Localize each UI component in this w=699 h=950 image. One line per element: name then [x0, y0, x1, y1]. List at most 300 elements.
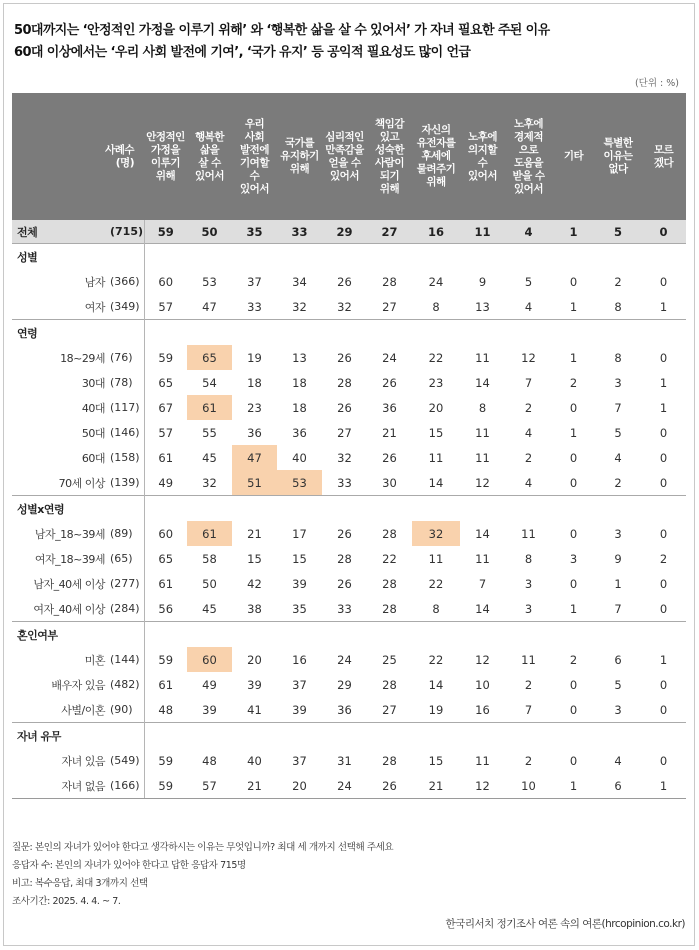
highlighted-value-cell: 65	[187, 345, 232, 370]
value-cell: 1	[659, 375, 668, 390]
value-cell: 50	[202, 576, 217, 591]
value-cell: 4	[614, 450, 622, 465]
value-cell: 15	[292, 551, 307, 566]
value-cell: 0	[659, 576, 668, 591]
group-spacer	[144, 244, 187, 270]
group-spacer	[412, 622, 460, 648]
row-sample-size: (139)	[108, 470, 144, 496]
value-cell: 28	[382, 526, 397, 541]
table-body	[12, 220, 686, 799]
header-c7-text: 자신의 유전자를 후세에 물려주기 위해	[416, 124, 456, 188]
value-cell: 1	[569, 601, 578, 616]
row-sample-size: (89)	[108, 521, 144, 546]
row-label: 자녀 있음	[61, 754, 105, 768]
value-cell: 14	[428, 475, 444, 490]
header-c12-text: 모르 겠다	[653, 143, 674, 169]
value-cell: 0	[659, 677, 668, 692]
value-cell: 37	[247, 274, 262, 289]
group-spacer	[187, 496, 232, 522]
value-cell: 26	[337, 400, 352, 415]
group-header-row	[12, 723, 686, 749]
value-cell: 32	[292, 299, 307, 314]
header-n-text: 사례수 (명)	[105, 143, 134, 169]
value-cell: 0	[569, 475, 578, 490]
group-spacer	[595, 244, 641, 270]
header-c1	[144, 93, 187, 220]
header-c8-text: 노후에 의지할 수 있어서	[468, 130, 497, 182]
title-line-1: 50대까지는 ‘안정적인 가정을 이루기 위해’ 와 ‘행복한 삶을 살 수 있어서’ 가 자녀 필요한 주된 이유	[14, 23, 550, 38]
value-cell: 24	[337, 652, 352, 667]
group-spacer	[412, 723, 460, 749]
row-sample-size: (76)	[108, 345, 144, 370]
value-cell: 67	[158, 400, 174, 415]
value-cell: 13	[292, 350, 307, 365]
value-cell: 17	[292, 526, 307, 541]
group-spacer	[367, 723, 412, 749]
group-label: 성별x연령	[12, 496, 108, 522]
value-cell: 10	[505, 773, 552, 799]
group-spacer	[460, 320, 505, 346]
header-c4	[277, 93, 322, 220]
header-c10	[552, 93, 595, 220]
group-label: 성별	[12, 244, 108, 270]
group-spacer	[367, 622, 412, 648]
table-row	[12, 697, 686, 723]
note-question: 질문: 본인의 자녀가 있어야 한다고 생각하시는 이유는 무엇입니까? 최대 세 개까지 선택해 주세요	[12, 842, 394, 853]
value-cell: 32	[337, 450, 352, 465]
value-cell: 2	[659, 551, 668, 566]
value-cell: 60	[158, 274, 174, 289]
value-cell: 58	[202, 551, 217, 566]
header-c2	[187, 93, 232, 220]
group-spacer	[460, 723, 505, 749]
group-spacer	[277, 622, 322, 648]
value-cell: 57	[158, 425, 174, 440]
group-spacer	[232, 244, 277, 270]
value-cell: 11	[475, 425, 490, 440]
group-spacer	[552, 496, 595, 522]
value-cell: 7	[614, 601, 622, 616]
group-spacer	[187, 622, 232, 648]
value-cell: 54	[202, 375, 217, 390]
row-sample-size: (78)	[108, 370, 144, 395]
row-sample-size: (715)	[108, 220, 144, 244]
value-cell: 11	[521, 652, 536, 667]
group-spacer	[641, 496, 686, 522]
header-c5	[322, 93, 367, 220]
group-spacer	[144, 622, 187, 648]
value-cell: 2	[524, 753, 533, 768]
value-cell: 59	[144, 220, 187, 244]
header-c2-text: 행복한 삶을 살 수 있어서	[195, 130, 224, 182]
value-cell: 36	[337, 702, 352, 717]
row-label: 여자_40세 이상	[33, 602, 105, 616]
value-cell: 33	[337, 475, 352, 490]
value-cell: 0	[569, 526, 578, 541]
value-cell: 59	[144, 773, 187, 799]
value-cell: 11	[521, 526, 536, 541]
group-spacer	[232, 622, 277, 648]
value-cell: 18	[292, 400, 307, 415]
unit-label: (단위 : %)	[634, 78, 679, 89]
value-cell: 2	[614, 274, 622, 289]
value-cell: 22	[428, 652, 444, 667]
group-spacer	[595, 496, 641, 522]
header-row	[12, 93, 686, 220]
value-cell: 28	[382, 753, 397, 768]
value-cell: 0	[659, 702, 668, 717]
value-cell: 28	[382, 576, 397, 591]
value-cell: 24	[382, 350, 397, 365]
value-cell: 20	[428, 400, 444, 415]
value-cell: 2	[614, 475, 622, 490]
group-spacer	[108, 622, 144, 648]
highlighted-value-cell: 51	[232, 470, 277, 496]
row-label: 70세 이상	[58, 476, 105, 490]
header-c11	[595, 93, 641, 220]
value-cell: 33	[277, 220, 322, 244]
row-sample-size: (277)	[108, 571, 144, 596]
row-label: 남자	[84, 275, 105, 289]
value-cell: 2	[524, 400, 533, 415]
highlighted-value-cell: 60	[187, 647, 232, 672]
header-c11-text: 특별한 이유는 없다	[603, 137, 633, 175]
table-row	[12, 546, 686, 571]
group-spacer	[108, 723, 144, 749]
group-spacer	[641, 723, 686, 749]
value-cell: 61	[158, 677, 174, 692]
group-spacer	[412, 244, 460, 270]
value-cell: 37	[292, 753, 307, 768]
value-cell: 11	[475, 551, 490, 566]
group-spacer	[505, 496, 552, 522]
value-cell: 36	[247, 425, 262, 440]
value-cell: 61	[158, 450, 174, 465]
table-row	[12, 420, 686, 445]
value-cell: 4	[524, 475, 533, 490]
row-label: 18~29세	[60, 351, 105, 365]
group-spacer	[108, 320, 144, 346]
value-cell: 0	[569, 576, 578, 591]
group-spacer	[641, 244, 686, 270]
value-cell: 11	[475, 753, 490, 768]
value-cell: 5	[614, 677, 622, 692]
value-cell: 15	[428, 425, 444, 440]
value-cell: 53	[202, 274, 217, 289]
group-spacer	[322, 622, 367, 648]
row-label: 사별/이혼	[61, 703, 105, 717]
value-cell: 21	[232, 773, 277, 799]
value-cell: 27	[337, 425, 352, 440]
table-row	[12, 370, 686, 395]
group-spacer	[412, 320, 460, 346]
header-c9	[505, 93, 552, 220]
value-cell: 57	[158, 299, 174, 314]
value-cell: 0	[569, 753, 578, 768]
value-cell: 41	[247, 702, 262, 717]
row-sample-size: (146)	[108, 420, 144, 445]
value-cell: 32	[202, 475, 217, 490]
group-label: 자녀 유무	[12, 723, 108, 749]
value-cell: 8	[614, 299, 622, 314]
value-cell: 5	[595, 220, 641, 244]
value-cell: 49	[158, 475, 174, 490]
value-cell: 16	[292, 652, 307, 667]
value-cell: 24	[322, 773, 367, 799]
value-cell: 14	[428, 677, 444, 692]
value-cell: 9	[614, 551, 622, 566]
page-title	[14, 20, 550, 64]
value-cell: 4	[524, 299, 533, 314]
row-label: 자녀 없음	[12, 773, 108, 799]
value-cell: 1	[659, 400, 668, 415]
group-spacer	[322, 723, 367, 749]
group-spacer	[641, 320, 686, 346]
value-cell: 12	[460, 773, 505, 799]
highlighted-value-cell: 61	[187, 395, 232, 420]
row-label: 30대	[81, 376, 105, 390]
value-cell: 28	[382, 677, 397, 692]
row-sample-size: (158)	[108, 445, 144, 470]
group-spacer	[505, 622, 552, 648]
value-cell: 59	[158, 652, 174, 667]
row-sample-size: (482)	[108, 672, 144, 697]
value-cell: 23	[428, 375, 444, 390]
notes	[12, 839, 393, 911]
value-cell: 28	[382, 601, 397, 616]
group-spacer	[552, 723, 595, 749]
group-spacer	[232, 723, 277, 749]
group-spacer	[552, 622, 595, 648]
group-spacer	[187, 244, 232, 270]
value-cell: 11	[460, 220, 505, 244]
value-cell: 35	[232, 220, 277, 244]
group-header-row	[12, 320, 686, 346]
highlighted-value-cell: 61	[187, 521, 232, 546]
row-label: 여자	[84, 300, 105, 314]
value-cell: 28	[337, 551, 352, 566]
header-c7	[412, 93, 460, 220]
value-cell: 14	[475, 375, 490, 390]
row-sample-size: (284)	[108, 596, 144, 622]
value-cell: 57	[187, 773, 232, 799]
value-cell: 0	[659, 425, 668, 440]
group-spacer	[144, 320, 187, 346]
value-cell: 7	[524, 375, 533, 390]
table-row	[12, 571, 686, 596]
value-cell: 27	[382, 702, 397, 717]
value-cell: 11	[428, 450, 444, 465]
header-c1-text: 안정적인 가정을 이루기 위해	[146, 130, 185, 182]
highlighted-value-cell: 32	[412, 521, 460, 546]
group-header-row	[12, 244, 686, 270]
value-cell: 39	[247, 677, 262, 692]
value-cell: 27	[382, 299, 397, 314]
value-cell: 7	[614, 400, 622, 415]
row-label: 50대	[81, 426, 105, 440]
value-cell: 11	[428, 551, 444, 566]
value-cell: 5	[524, 274, 533, 289]
value-cell: 22	[428, 350, 444, 365]
value-cell: 2	[569, 652, 578, 667]
value-cell: 18	[292, 375, 307, 390]
value-cell: 23	[247, 400, 262, 415]
value-cell: 38	[247, 601, 262, 616]
value-cell: 0	[569, 677, 578, 692]
row-sample-size: (166)	[108, 773, 144, 799]
value-cell: 8	[432, 299, 440, 314]
value-cell: 12	[475, 475, 490, 490]
value-cell: 0	[659, 475, 668, 490]
group-spacer	[460, 244, 505, 270]
value-cell: 1	[569, 299, 578, 314]
group-spacer	[277, 320, 322, 346]
table-row-total	[12, 220, 686, 244]
row-label: 60대	[81, 451, 105, 465]
value-cell: 26	[337, 274, 352, 289]
group-spacer	[187, 320, 232, 346]
row-sample-size: (90)	[108, 697, 144, 723]
value-cell: 33	[337, 601, 352, 616]
value-cell: 61	[158, 576, 174, 591]
value-cell: 59	[158, 350, 174, 365]
highlighted-value-cell: 47	[232, 445, 277, 470]
group-header-row	[12, 496, 686, 522]
group-spacer	[277, 723, 322, 749]
group-label: 혼인여부	[12, 622, 108, 648]
table-row	[12, 345, 686, 370]
group-spacer	[144, 496, 187, 522]
value-cell: 2	[569, 375, 578, 390]
value-cell: 13	[475, 299, 490, 314]
table-row	[12, 445, 686, 470]
value-cell: 48	[202, 753, 217, 768]
value-cell: 65	[158, 551, 174, 566]
row-sample-size: (65)	[108, 546, 144, 571]
value-cell: 39	[292, 576, 307, 591]
row-sample-size: (366)	[108, 269, 144, 294]
group-spacer	[232, 496, 277, 522]
value-cell: 0	[569, 274, 578, 289]
value-cell: 0	[659, 274, 668, 289]
value-cell: 18	[247, 375, 262, 390]
value-cell: 8	[478, 400, 487, 415]
header-n	[12, 93, 144, 220]
value-cell: 0	[659, 601, 668, 616]
header-c3	[232, 93, 277, 220]
header-c6	[367, 93, 412, 220]
group-spacer	[277, 496, 322, 522]
value-cell: 22	[382, 551, 397, 566]
value-cell: 26	[367, 773, 412, 799]
value-cell: 8	[524, 551, 533, 566]
value-cell: 10	[475, 677, 490, 692]
value-cell: 29	[337, 677, 352, 692]
group-spacer	[322, 244, 367, 270]
value-cell: 31	[337, 753, 352, 768]
value-cell: 39	[292, 702, 307, 717]
value-cell: 27	[367, 220, 412, 244]
value-cell: 4	[614, 753, 622, 768]
value-cell: 55	[202, 425, 217, 440]
value-cell: 28	[337, 375, 352, 390]
table-row	[12, 294, 686, 320]
value-cell: 32	[337, 299, 352, 314]
value-cell: 0	[569, 450, 578, 465]
table-row	[12, 395, 686, 420]
group-spacer	[412, 496, 460, 522]
group-spacer	[367, 320, 412, 346]
title-line-2: 60대 이상에서는 ‘우리 사회 발전에 기여’, ‘국가 유지’ 등 공익적 필요성도 많이 언급	[14, 45, 471, 60]
value-cell: 0	[659, 526, 668, 541]
group-spacer	[144, 723, 187, 749]
value-cell: 3	[569, 551, 578, 566]
value-cell: 0	[569, 702, 578, 717]
value-cell: 34	[292, 274, 307, 289]
group-spacer	[232, 320, 277, 346]
group-spacer	[505, 320, 552, 346]
value-cell: 49	[202, 677, 217, 692]
value-cell: 16	[475, 702, 490, 717]
value-cell: 14	[475, 601, 490, 616]
value-cell: 40	[247, 753, 262, 768]
highlighted-value-cell: 53	[277, 470, 322, 496]
value-cell: 29	[322, 220, 367, 244]
value-cell: 45	[202, 450, 217, 465]
value-cell: 1	[569, 350, 578, 365]
value-cell: 0	[641, 220, 686, 244]
value-cell: 3	[524, 576, 533, 591]
value-cell: 20	[277, 773, 322, 799]
value-cell: 21	[412, 773, 460, 799]
value-cell: 8	[614, 350, 622, 365]
group-spacer	[108, 496, 144, 522]
group-spacer	[595, 622, 641, 648]
header-c3-text: 우리 사회 발전에 기여할 수 있어서	[240, 117, 269, 195]
value-cell: 1	[659, 299, 668, 314]
source-credit: 한국리서치 정기조사 여론 속의 여론(hrcopinion.co.kr)	[445, 918, 685, 930]
group-spacer	[108, 244, 144, 270]
value-cell: 4	[524, 425, 533, 440]
note-period: 조사기간: 2025. 4. 4. ~ 7.	[12, 896, 121, 907]
value-cell: 12	[521, 350, 536, 365]
group-spacer	[505, 244, 552, 270]
value-cell: 0	[659, 350, 668, 365]
row-label: 배우자 있음	[51, 678, 105, 692]
header-c8	[460, 93, 505, 220]
value-cell: 7	[478, 576, 487, 591]
value-cell: 3	[614, 375, 622, 390]
value-cell: 3	[614, 526, 622, 541]
value-cell: 56	[158, 601, 174, 616]
group-spacer	[595, 723, 641, 749]
value-cell: 42	[247, 576, 262, 591]
value-cell: 0	[659, 753, 668, 768]
value-cell: 47	[202, 299, 217, 314]
results-table	[12, 93, 686, 799]
header-c6-text: 책임감 있고 성숙한 사람이 되기 위해	[375, 117, 404, 195]
row-sample-size: (549)	[108, 748, 144, 773]
header-c9-text: 노후에 경제적 으로 도움을 받을 수 있어서	[512, 117, 545, 195]
value-cell: 22	[428, 576, 444, 591]
value-cell: 14	[475, 526, 490, 541]
value-cell: 1	[552, 773, 595, 799]
group-spacer	[367, 496, 412, 522]
value-cell: 19	[247, 350, 262, 365]
note-respondents: 응답자 수: 본인의 자녀가 있어야 한다고 답한 응답자 715명	[12, 860, 246, 871]
value-cell: 11	[475, 350, 490, 365]
value-cell: 26	[382, 375, 397, 390]
